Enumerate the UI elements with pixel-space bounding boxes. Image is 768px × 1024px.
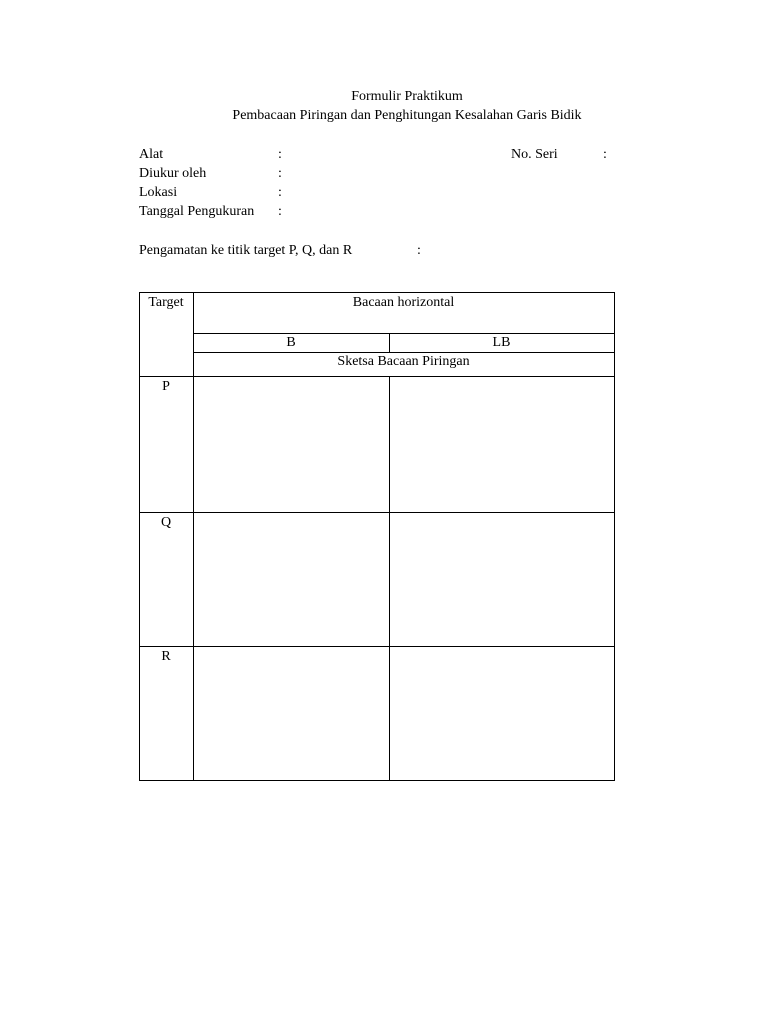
field-colon-tanggal-pengukuran: :: [278, 204, 282, 219]
table-header-target: Target: [148, 295, 184, 310]
table-line-row-q: [139, 646, 615, 647]
serial-label: No. Seri: [511, 147, 558, 162]
table-border-left: [139, 292, 140, 781]
observation-label: Pengamatan ke titik target P, Q, dan R: [139, 243, 353, 258]
table-subheader-b: B: [286, 335, 296, 350]
table-row-label-r: R: [161, 649, 171, 664]
form-subtitle: Pembacaan Piringan dan Penghitungan Kesalahan Garis Bidik: [232, 108, 582, 123]
field-label-tanggal-pengukuran: Tanggal Pengukuran: [139, 204, 255, 219]
table-row-label-p: P: [162, 379, 170, 394]
table-border-right: [614, 292, 615, 781]
table-line-sketch-divider: [389, 376, 390, 781]
field-colon-lokasi: :: [278, 185, 282, 200]
table-header-bacaan-horizontal: Bacaan horizontal: [352, 295, 455, 310]
form-title: Formulir Praktikum: [351, 89, 463, 104]
observation-colon: :: [417, 243, 421, 258]
field-label-lokasi: Lokasi: [139, 185, 178, 200]
field-label-alat: Alat: [139, 147, 164, 162]
table-line-header-bottom: [139, 376, 615, 377]
table-subheader-lb: LB: [492, 335, 511, 350]
field-colon-diukur-oleh: :: [278, 166, 282, 181]
table-border-bottom: [139, 780, 615, 781]
table-line-row-p: [139, 512, 615, 513]
table-row-label-q: Q: [160, 515, 172, 530]
field-label-diukur-oleh: Diukur oleh: [139, 166, 207, 181]
table-header-sketsa: Sketsa Bacaan Piringan: [337, 354, 470, 369]
table-border-top: [139, 292, 615, 293]
serial-colon: :: [603, 147, 607, 162]
field-colon-alat: :: [278, 147, 282, 162]
